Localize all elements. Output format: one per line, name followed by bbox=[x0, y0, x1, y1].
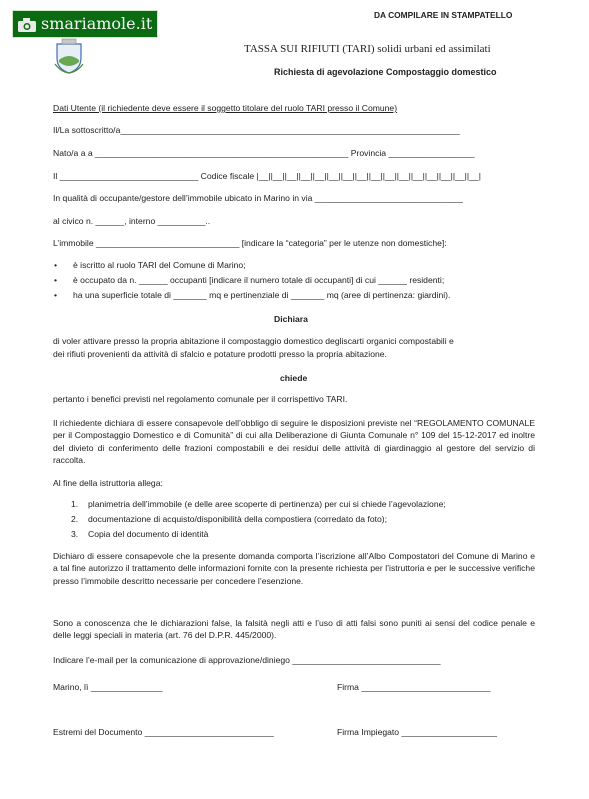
bullet-occupants[interactable]: • è occupato da n. ______ occupanti [indicare il numero totale di occupanti] di cui ______ residenti; bbox=[73, 275, 444, 286]
site-watermark bbox=[12, 10, 158, 38]
requests-text: pertanto i benefici previsti nel regolamento comunale per il corrispettivo TARI. bbox=[53, 394, 348, 404]
attachments-intro: Al fine della istruttoria allega: bbox=[53, 478, 163, 488]
awareness-paragraph: Dichiaro di essere consapevole che la presente domanda comporta l’iscrizione all’Albo Compostatori del Comune di Marino e a tal fine autorizzo il trattamento delle informazioni fornite con la presente richiesta per l’istruttoria e per le successive verifiche presso l’immobile descritto necessarie per concedere l’esenzione. bbox=[53, 551, 535, 586]
declares-text-line-2: dei rifiuti provenienti da attività di sfalcio e potature prodotti presso la propria abitazione. bbox=[53, 349, 387, 359]
tax-title: TASSA SUI RIFIUTI (TARI) solidi urbani ed assimilati bbox=[244, 43, 491, 55]
birthplace-province-field[interactable]: Nato/a a a _____________________________________________________ Provincia __________________ bbox=[53, 148, 475, 158]
attachment-id-copy: Copia del documento di identità bbox=[88, 529, 209, 539]
user-data-section-title: Dati Utente (il richiedente deve essere il soggetto titolare del ruolo TARI presso il Comune) bbox=[53, 103, 398, 113]
penalty-paragraph: Sono a conoscenza che le dichiarazioni false, la falsità negli atti e l’uso di atti falsi sono puniti ai sensi del codice penale e delle leggi speciali in materia (art. 76 del D.P.R. 445/2000). bbox=[53, 618, 535, 641]
civic-number-field[interactable]: al civico n. ______, interno __________.. bbox=[53, 216, 211, 226]
document-details-field[interactable]: Estremi del Documento ___________________________ bbox=[53, 727, 274, 737]
bullet-registered: • è iscritto al ruolo TARI del Comune di Marino; bbox=[73, 260, 246, 271]
municipal-crest-icon bbox=[53, 38, 85, 74]
requests-heading: chiede bbox=[280, 373, 308, 383]
attachment-number-3: 3. bbox=[71, 529, 79, 539]
attachment-floor-plan: planimetria dell’immobile (e delle aree scoperte di pertinenza) per cui si chiede l’agevolazione; bbox=[88, 499, 446, 509]
clerk-signature-field[interactable]: Firma Impiegato ____________________ bbox=[337, 727, 498, 737]
obligation-paragraph: Il richiedente dichiara di essere consapevole dell’obbligo di seguire le disposizioni previste nel “REGOLAMENTO COMUNALE per il Compostaggio Domestico e di Comunità” di cui alla Deliberazione di Giunta Comunale n° 109 del 15-12-2017 ed inoltre del divieto di conferimento delle frazioni compostabili e dei residui delle attività di giardinaggio al gestore del servizio di raccolta. bbox=[53, 418, 535, 465]
camera-icon bbox=[17, 16, 37, 34]
attachment-number-2: 2. bbox=[71, 514, 79, 524]
signature-field[interactable]: Firma ___________________________ bbox=[337, 682, 491, 692]
declares-heading: Dichiara bbox=[274, 314, 308, 324]
fill-in-notice: DA COMPILARE IN STAMPATELLO bbox=[374, 10, 513, 20]
bullet-surface[interactable]: • ha una superficie totale di _______ mq e pertinenziale di _______ mq (aree di pertinenza: giardini). bbox=[73, 290, 450, 301]
undersigned-field[interactable]: Il/La sottoscritto/a_______________________________________________________________________ bbox=[53, 125, 460, 135]
request-title: Richiesta di agevolazione Compostaggio domestico bbox=[274, 67, 497, 77]
attachment-number-1: 1. bbox=[71, 499, 79, 509]
date-fiscal-code-field[interactable]: Il _____________________________ Codice fiscale |__||__||__||__||__||__||__||__||__||__||__||__||__||__||__||__| bbox=[53, 171, 481, 181]
place-date-field[interactable]: Marino, lì _______________ bbox=[53, 682, 163, 692]
property-category-field[interactable]: L’immobile ______________________________ [indicare la “categoria” per le utenze non domestiche]: bbox=[53, 238, 447, 248]
watermark-text: smariamole.it bbox=[41, 14, 153, 33]
declares-text-line-1: di voler attivare presso la propria abitazione il compostaggio domestico degliscarti organici compostabili e bbox=[53, 336, 454, 346]
property-address-field[interactable]: In qualità di occupante/gestore dell’immobile ubicato in Marino in via _______________________________ bbox=[53, 193, 463, 203]
email-field[interactable]: Indicare l’e-mail per la comunicazione di approvazione/diniego _______________________________ bbox=[53, 655, 441, 665]
attachment-composter-docs: documentazione di acquisto/disponibilità della compostiera (corredato da foto); bbox=[88, 514, 388, 524]
